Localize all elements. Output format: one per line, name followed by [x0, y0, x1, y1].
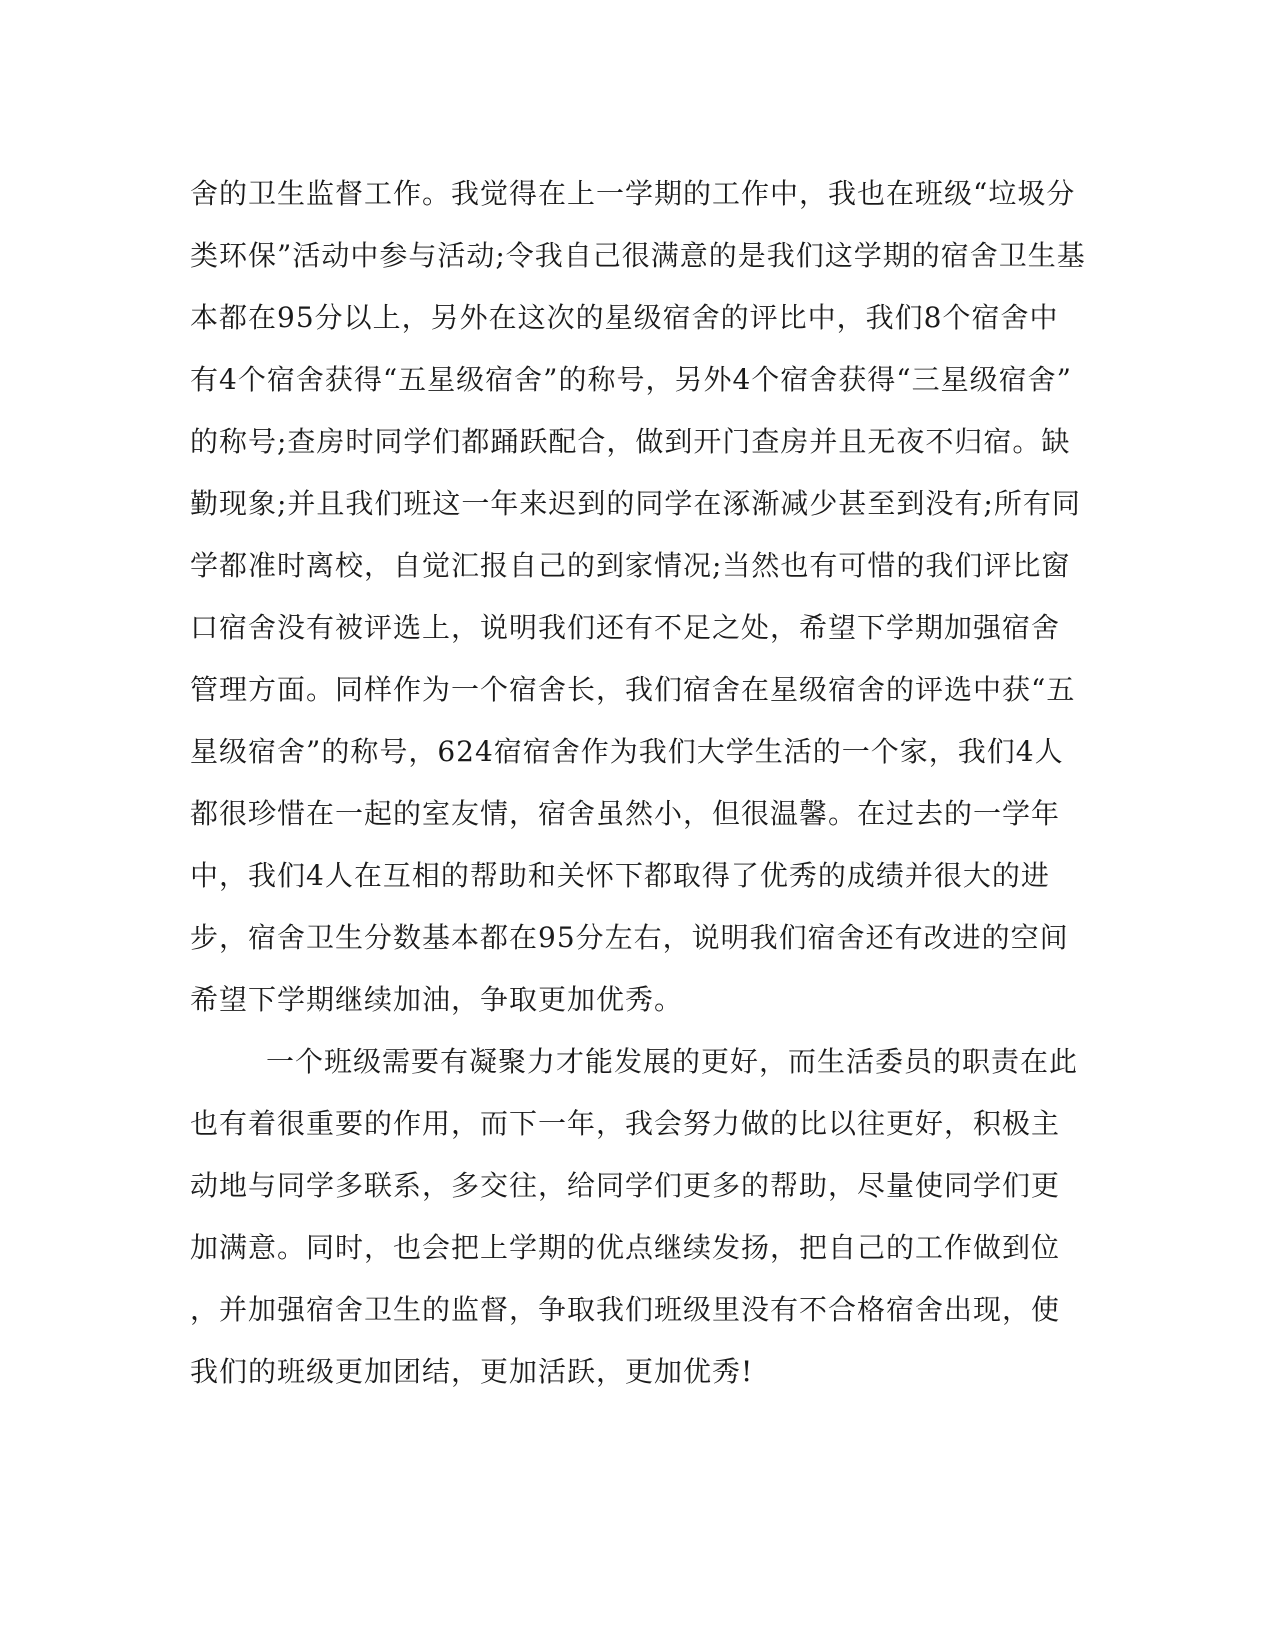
text-line: 有4个宿舍获得“五星级宿舍”的称号，另外4个宿舍获得“三星级宿舍”	[190, 363, 1072, 396]
text-line: 我们的班级更加团结，更加活跃，更加优秀!	[190, 1355, 754, 1388]
document-body	[190, 163, 1090, 1403]
text-line: 本都在95分以上，另外在这次的星级宿舍的评比中，我们8个宿舍中	[190, 301, 1059, 334]
text-line: 星级宿舍”的称号，624宿宿舍作为我们大学生活的一个家，我们4人	[190, 735, 1064, 768]
text-line: 一个班级需要有凝聚力才能发展的更好，而生活委员的职责在此	[266, 1045, 1079, 1078]
text-line: 的称号;查房时同学们都踊跃配合，做到开门查房并且无夜不归宿。缺	[190, 425, 1071, 458]
text-line: 中，我们4人在互相的帮助和关怀下都取得了优秀的成绩并很大的进	[190, 859, 1050, 892]
text-line: 管理方面。同样作为一个宿舍长，我们宿舍在星级宿舍的评选中获“五	[190, 673, 1076, 706]
text-line: 动地与同学多联系，多交往，给同学们更多的帮助，尽量使同学们更	[190, 1169, 1061, 1202]
paragraph-1	[190, 163, 1090, 1031]
text-line: 也有着很重要的作用，而下一年，我会努力做的比以往更好，积极主	[190, 1107, 1061, 1140]
text-line: 口宿舍没有被评选上，说明我们还有不足之处，希望下学期加强宿舍	[190, 611, 1061, 644]
paragraph-2	[190, 1031, 1090, 1403]
text-line: 都很珍惜在一起的室友情，宿舍虽然小，但很温馨。在过去的一学年	[190, 797, 1061, 830]
text-line: 舍的卫生监督工作。我觉得在上一学期的工作中，我也在班级“垃圾分	[190, 177, 1076, 210]
text-line: 希望下学期继续加油，争取更加优秀。	[190, 983, 684, 1016]
text-line: 勤现象;并且我们班这一年来迟到的同学在涿渐减少甚至到没有;所有同	[190, 487, 1081, 520]
text-line: 学都准时离校，自觉汇报自己的到家情况;当然也有可惜的我们评比窗	[190, 549, 1071, 582]
text-line: 类环保”活动中参与活动;令我自己很满意的是我们这学期的宿舍卫生基	[190, 239, 1086, 272]
text-line: 步，宿舍卫生分数基本都在95分左右，说明我们宿舍还有改进的空间	[190, 921, 1069, 954]
text-line: ，并加强宿舍卫生的监督，争取我们班级里没有不合格宿舍出现，使	[190, 1293, 1061, 1326]
text-line: 加满意。同时，也会把上学期的优点继续发扬，把自己的工作做到位	[190, 1231, 1061, 1264]
